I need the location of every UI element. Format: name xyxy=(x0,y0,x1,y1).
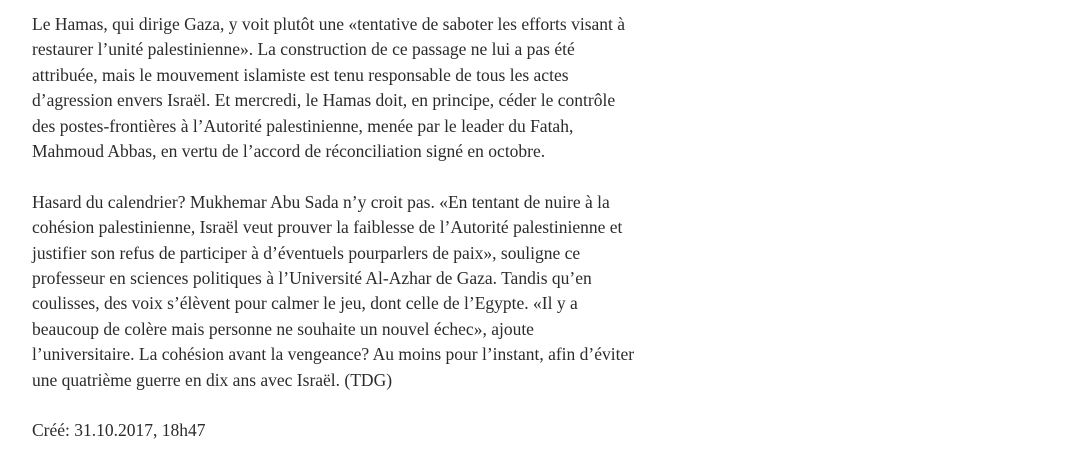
paragraph-line: coulisses, des voix s’élèvent pour calmer le jeu, dont celle de l’Egypte. «Il y a xyxy=(32,293,578,314)
paragraph-line: attribuée, mais le mouvement islamiste est tenu responsable de tous les actes xyxy=(32,64,569,85)
paragraph-line: justifier son refus de participer à d’éventuels pourparlers de paix», souligne ce xyxy=(32,242,581,263)
paragraph-line: Le Hamas, qui dirige Gaza, y voit plutôt une «tentative de saboter les efforts visant à xyxy=(32,14,626,34)
created-timestamp: Créé: 31.10.2017, 18h47 xyxy=(32,420,206,441)
paragraph-line: d’agression envers Israël. Et mercredi, le Hamas doit, en principe, céder le contrôle xyxy=(32,90,616,111)
article-body xyxy=(32,12,732,444)
paragraph-line: l’universitaire. La cohésion avant la vengeance? Au moins pour l’instant, afin d’éviter xyxy=(32,344,635,365)
article-paragraph-1 xyxy=(32,12,732,164)
paragraph-line: une quatrième guerre en dix ans avec Israël. (TDG) xyxy=(32,369,393,390)
paragraph-line: des postes-frontières à l’Autorité palestinienne, menée par le leader du Fatah, xyxy=(32,115,574,136)
paragraph-line: professeur en sciences politiques à l’Université Al-Azhar de Gaza. Tandis qu’en xyxy=(32,268,592,289)
paragraph-line: beaucoup de colère mais personne ne souhaite un nouvel échec», ajoute xyxy=(32,318,534,339)
paragraph-line: Hasard du calendrier? Mukhemar Abu Sada n’y croit pas. «En tentant de nuire à la xyxy=(32,191,610,212)
paragraph-line: cohésion palestinienne, Israël veut prouver la faiblesse de l’Autorité palestinienne et xyxy=(32,217,623,238)
paragraph-line: restaurer l’unité palestinienne». La construction de ce passage ne lui a pas été xyxy=(32,39,575,60)
article-paragraph-2 xyxy=(32,190,732,393)
paragraph-line: Mahmoud Abbas, en vertu de l’accord de réconciliation signé en octobre. xyxy=(32,141,546,162)
